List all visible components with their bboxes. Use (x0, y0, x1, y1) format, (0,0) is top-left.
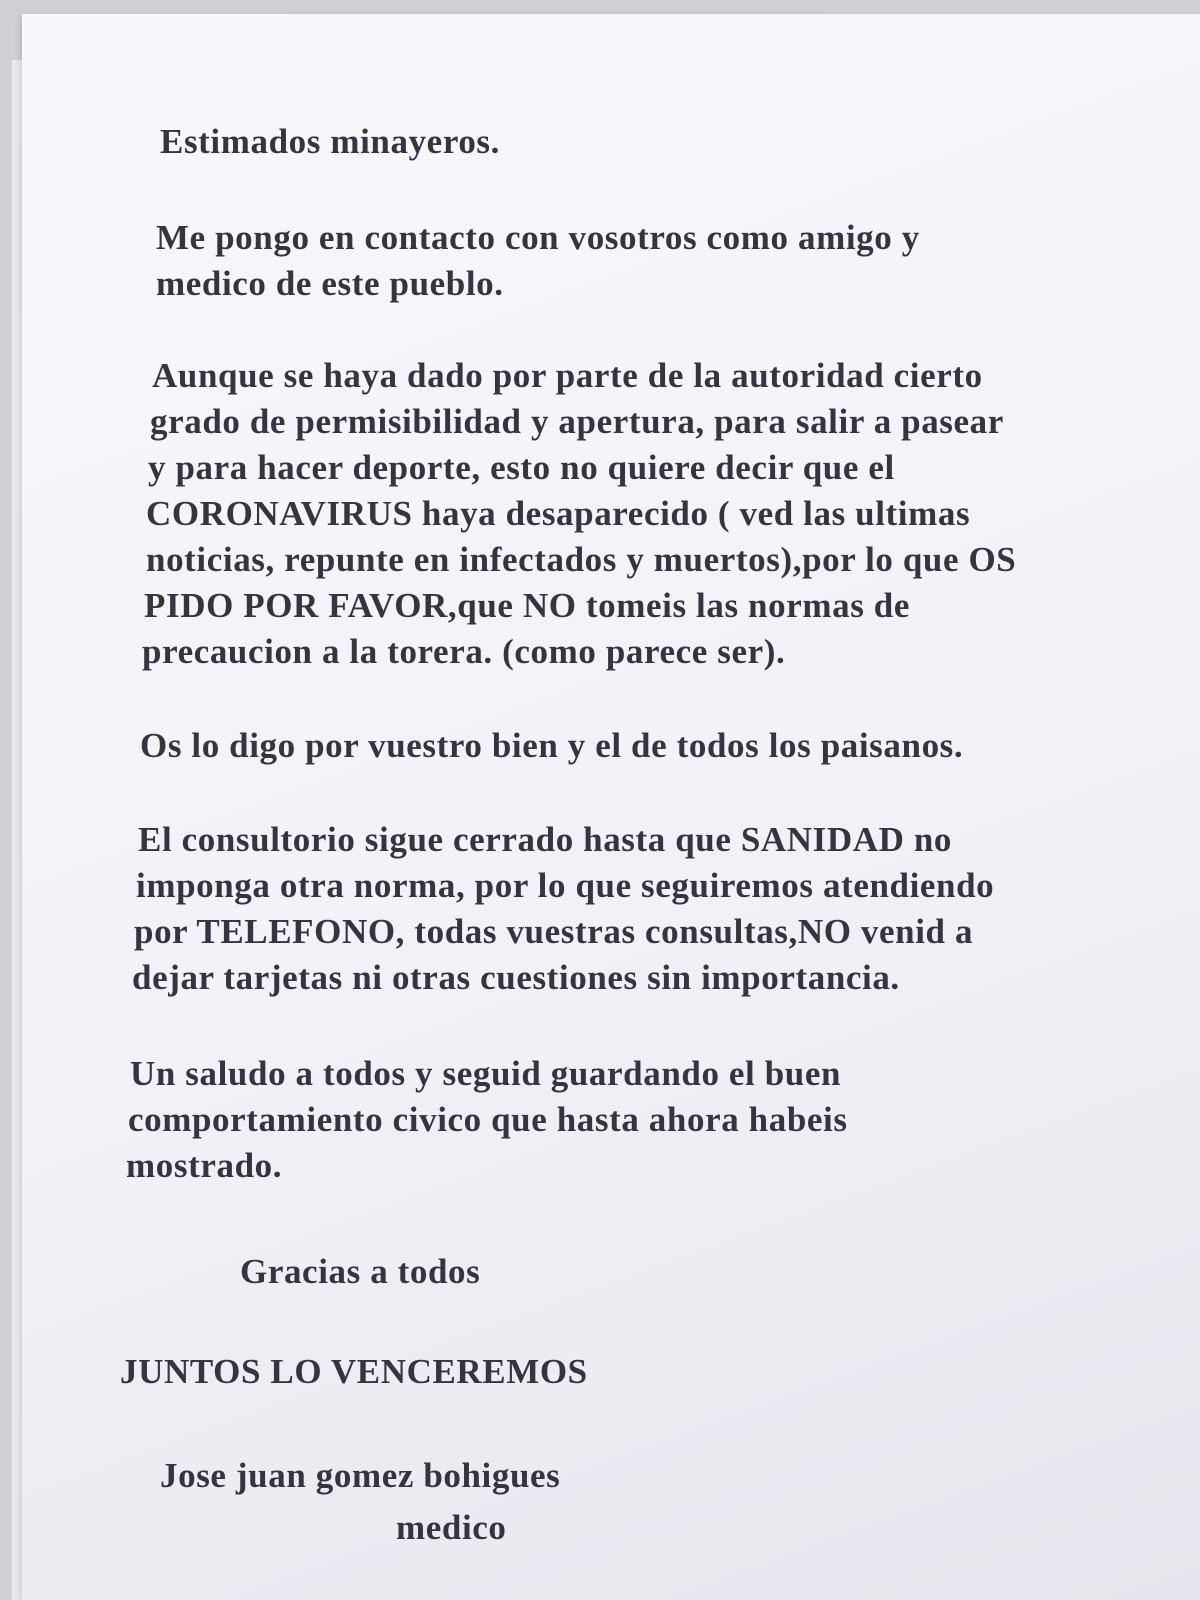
paragraph-2-line: PIDO POR FAVOR,que NO tomeis las normas de (144, 586, 910, 625)
signature-name: Jose juan gomez bohigues (160, 1456, 561, 1495)
letter-sheet (22, 14, 1200, 1600)
salutation: Estimados minayeros. (160, 122, 500, 161)
paragraph-5-line: comportamiento civico que hasta ahora habeis (128, 1100, 848, 1139)
paragraph-1-line: Me pongo en contacto con vosotros como amigo y (156, 218, 920, 257)
paragraph-2-line: noticias, repunte en infectados y muertos),por lo que OS (146, 540, 1017, 579)
paragraph-2-line: precaucion a la torera. (como parece ser). (142, 632, 786, 671)
closing-thanks: Gracias a todos (240, 1252, 481, 1291)
paragraph-3: Os lo digo por vuestro bien y el de todos los paisanos. (140, 726, 964, 765)
paragraph-4-line: imponga otra norma, por lo que seguiremos atendiendo (136, 866, 995, 905)
paragraph-5-line: mostrado. (126, 1146, 283, 1185)
paragraph-4-line: dejar tarjetas ni otras cuestiones sin importancia. (132, 958, 900, 997)
paragraph-2-line: y para hacer deporte, esto no quiere decir que el (148, 448, 895, 487)
paragraph-2-line: grado de permisibilidad y apertura, para salir a pasear (150, 402, 1004, 441)
closing-slogan: JUNTOS LO VENCEREMOS (120, 1352, 588, 1391)
letter-body (22, 14, 1200, 1600)
paragraph-2-line: CORONAVIRUS haya desaparecido ( ved las ultimas (146, 494, 971, 533)
paragraph-2-line: Aunque se haya dado por parte de la autoridad cierto (152, 356, 983, 395)
paragraph-1-line: medico de este pueblo. (156, 264, 504, 303)
signature-title: medico (396, 1508, 507, 1547)
paragraph-4-line: El consultorio sigue cerrado hasta que SANIDAD no (138, 820, 953, 859)
paragraph-5-line: Un saludo a todos y seguid guardando el buen (130, 1054, 842, 1093)
paragraph-4-line: por TELEFONO, todas vuestras consultas,NO venid a (134, 912, 974, 951)
